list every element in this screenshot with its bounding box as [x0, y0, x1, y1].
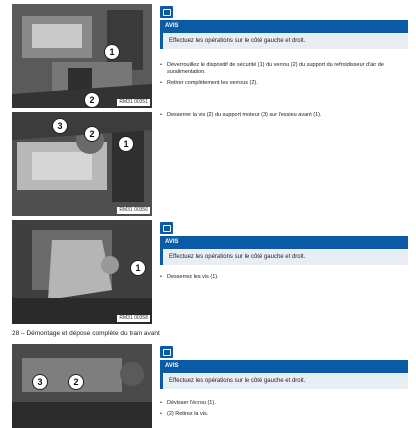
callout-1: 1 — [130, 260, 146, 276]
steps-panel-3 — [160, 274, 400, 285]
notice-box-3 — [160, 222, 408, 265]
steps-panel-2 — [160, 112, 400, 123]
engine-photo-2 — [12, 112, 152, 216]
notice-body: Effectuez les opérations sur le côté gauche et droit. — [160, 33, 408, 49]
callout-3: 3 — [32, 374, 48, 390]
step-item: • Desserrez les vis (1). — [160, 274, 400, 281]
notice-header: AVIS — [160, 236, 408, 249]
step-item: • Dévisser l'écrou (1). — [160, 400, 400, 407]
notice-book-icon — [160, 222, 173, 234]
notice-body: Effectuez les opérations sur le côté gauche et droit. — [160, 249, 408, 265]
steps-panel-1 — [160, 62, 400, 91]
image-reference: RM31 00351 — [119, 99, 148, 105]
callout-1: 1 — [104, 44, 120, 60]
notice-header: AVIS — [160, 20, 408, 33]
notice-book-icon — [160, 6, 173, 18]
callout-3: 3 — [52, 118, 68, 134]
notice-box-4 — [160, 346, 408, 389]
notice-header: AVIS — [160, 360, 408, 373]
step-item: • Déverrouillez le dispositif de sécurité (1) du verrou (2) du support du refroidisseur d'air de suralimentation. — [160, 62, 400, 76]
notice-body: Effectuez les opérations sur le côté gauche et droit. — [160, 373, 408, 389]
step-item: • Retirer complètement les verrous (2). — [160, 80, 400, 87]
notice-book-icon — [160, 346, 173, 358]
steps-panel-4 — [160, 400, 400, 422]
callout-2: 2 — [84, 126, 100, 142]
image-reference: RM31 00356 — [119, 207, 148, 213]
section-title: 28 – Démontage et dépose complète du train avant — [12, 330, 160, 337]
step-item: • Desserrer la vis (2) du support moteur (3) sur l'essieu avant (1). — [160, 112, 400, 119]
callout-2: 2 — [84, 92, 100, 108]
callout-2: 2 — [68, 374, 84, 390]
photo-panel-4 — [12, 344, 152, 428]
engine-photo-1 — [12, 4, 152, 108]
photo-panel-3 — [12, 220, 152, 324]
step-item: • (2) Retirez la vis. — [160, 411, 400, 418]
callout-1: 1 — [118, 136, 134, 152]
photo-panel-1 — [12, 4, 152, 108]
photo-panel-2 — [12, 112, 152, 216]
image-reference: RM31 00358 — [119, 315, 148, 321]
notice-box-1 — [160, 6, 408, 49]
